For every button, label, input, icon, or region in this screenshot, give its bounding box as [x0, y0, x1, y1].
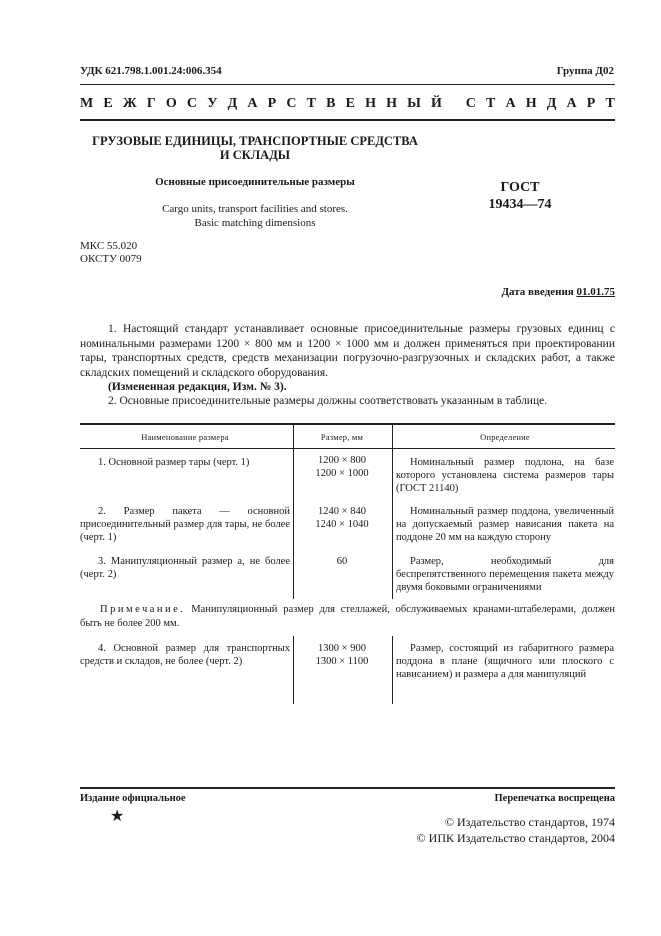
table-divider-4 [392, 636, 393, 704]
gost-designation [470, 179, 570, 213]
date-value: 01.01.75 [576, 286, 615, 298]
row-1-size-1: 1200 × 800 [318, 455, 366, 466]
title-line-1: ГРУЗОВЫЕ ЕДИНИЦЫ, ТРАНСПОРТНЫЕ СРЕДСТВА [92, 134, 418, 148]
table-header-name: Наименование размера [141, 432, 229, 442]
star-icon: ★ [110, 808, 125, 825]
gost-number: 19434—74 [488, 197, 552, 212]
gost-label: ГОСТ [500, 180, 540, 195]
document-title [80, 134, 430, 162]
row-3-size-1: 60 [336, 556, 348, 567]
row-1-size-2: 1200 × 1000 [315, 468, 369, 479]
row-2-size-2: 1240 × 1040 [315, 519, 369, 530]
row-3-definition: Размер, необходимый для беспрепятственного перемещения пакета между двумя боковыми ограничениями [396, 556, 614, 593]
english-title-line-2: Basic matching dimensions [194, 217, 316, 229]
note-label: Примечание. [100, 604, 186, 615]
document-subtitle: Основные присоединительные размеры [155, 176, 355, 188]
row-4-size-1: 1300 × 900 [318, 643, 366, 654]
english-title-line-1: Cargo units, transport facilities and stores. [162, 203, 348, 215]
reprint-prohibited-label: Перепечатка воспрещена [494, 793, 615, 804]
copyright-line-1: © Издательство стандартов, 1974 [444, 815, 615, 829]
row-2-size [296, 505, 388, 531]
row-2-definition: Номинальный размер поддона, увеличенный на допускаемый размер нависания пакета на поддоне 20 мм на каждую сторону [396, 506, 614, 543]
title-line-2: И СКЛАДЫ [219, 148, 291, 162]
group-code: Группа Д02 [556, 65, 614, 77]
row-4-size [296, 642, 388, 668]
footer-rule [80, 787, 615, 789]
header-rule [80, 84, 615, 85]
official-edition-label: Издание официальное [80, 793, 186, 804]
row-3-name: 3. Манипуляционный размер а, не более (черт. 2) [80, 556, 290, 580]
standard-type-heading: М Е Ж Г О С У Д А Р С Т В Е Н Н Ы Й С Т А Н Д А Р Т [80, 96, 615, 111]
table-header-definition: Определение [480, 432, 530, 442]
udk-code: УДК 621.798.1.001.24:006.354 [80, 65, 222, 77]
paragraph-2: 2. Основные присоединительные размеры должны соответствовать указанным в таблице. [108, 395, 548, 407]
heading-rule [80, 119, 615, 121]
copyright-line-2: © ИПК Издательство стандартов, 2004 [416, 831, 615, 845]
table-divider-1 [293, 423, 294, 599]
row-2-size-1: 1240 × 840 [318, 506, 366, 517]
table-header-rule [80, 448, 615, 449]
table-note [80, 603, 615, 630]
row-4-definition: Размер, состоящий из габаритного размера поддона в плане (ящичного или плоского с нависанием) и размера а для манипуляций [396, 643, 614, 680]
row-4-name: 4. Основной размер для транспортных средств и складов, не более (черт. 2) [80, 643, 290, 667]
row-3-size [296, 555, 388, 568]
row-1-name: 1. Основной размер тары (черт. 1) [98, 457, 250, 468]
table-divider-3 [293, 636, 294, 704]
paragraph-1-edition: (Измененная редакция, Изм. № 3). [108, 381, 287, 393]
english-title [80, 202, 430, 230]
classifier-codes [80, 240, 142, 266]
paragraph-1: 1. Настоящий стандарт устанавливает основные присоединительные размеры грузовых единиц с номинальными размерами 1200 × 800 мм и 1200 × 1000 мм и должен применяться при проектировании тары, транспортных средств, средств механизации погрузочно-разгрузочных и складских работ, а также складских помещений и складского оборудования. [80, 323, 615, 379]
row-1-definition: Номинальный размер подлона, на базе которого установлена система размеров тары (ГОСТ 21140) [396, 457, 614, 494]
row-1-size [296, 454, 388, 480]
introduction-date [501, 286, 615, 298]
copyright-block [417, 814, 615, 846]
date-label: Дата введения [501, 286, 574, 298]
mks-code: МКС 55.020 [80, 240, 138, 252]
row-2-name: 2. Размер пакета — основной присоединительный размер для тары, не более (черт. 1) [80, 506, 290, 543]
okstu-code: ОКСТУ 0079 [80, 253, 142, 265]
note-text: Манипуляционный размер для стеллажей, обслуживаемых кранами-штабелерами, должен быть не более 200 мм. [80, 604, 616, 629]
table-divider-2 [392, 423, 393, 599]
row-4-size-2: 1300 × 1100 [315, 656, 369, 667]
table-header-size: Размер, мм [320, 432, 364, 442]
table-top-rule [80, 423, 615, 425]
